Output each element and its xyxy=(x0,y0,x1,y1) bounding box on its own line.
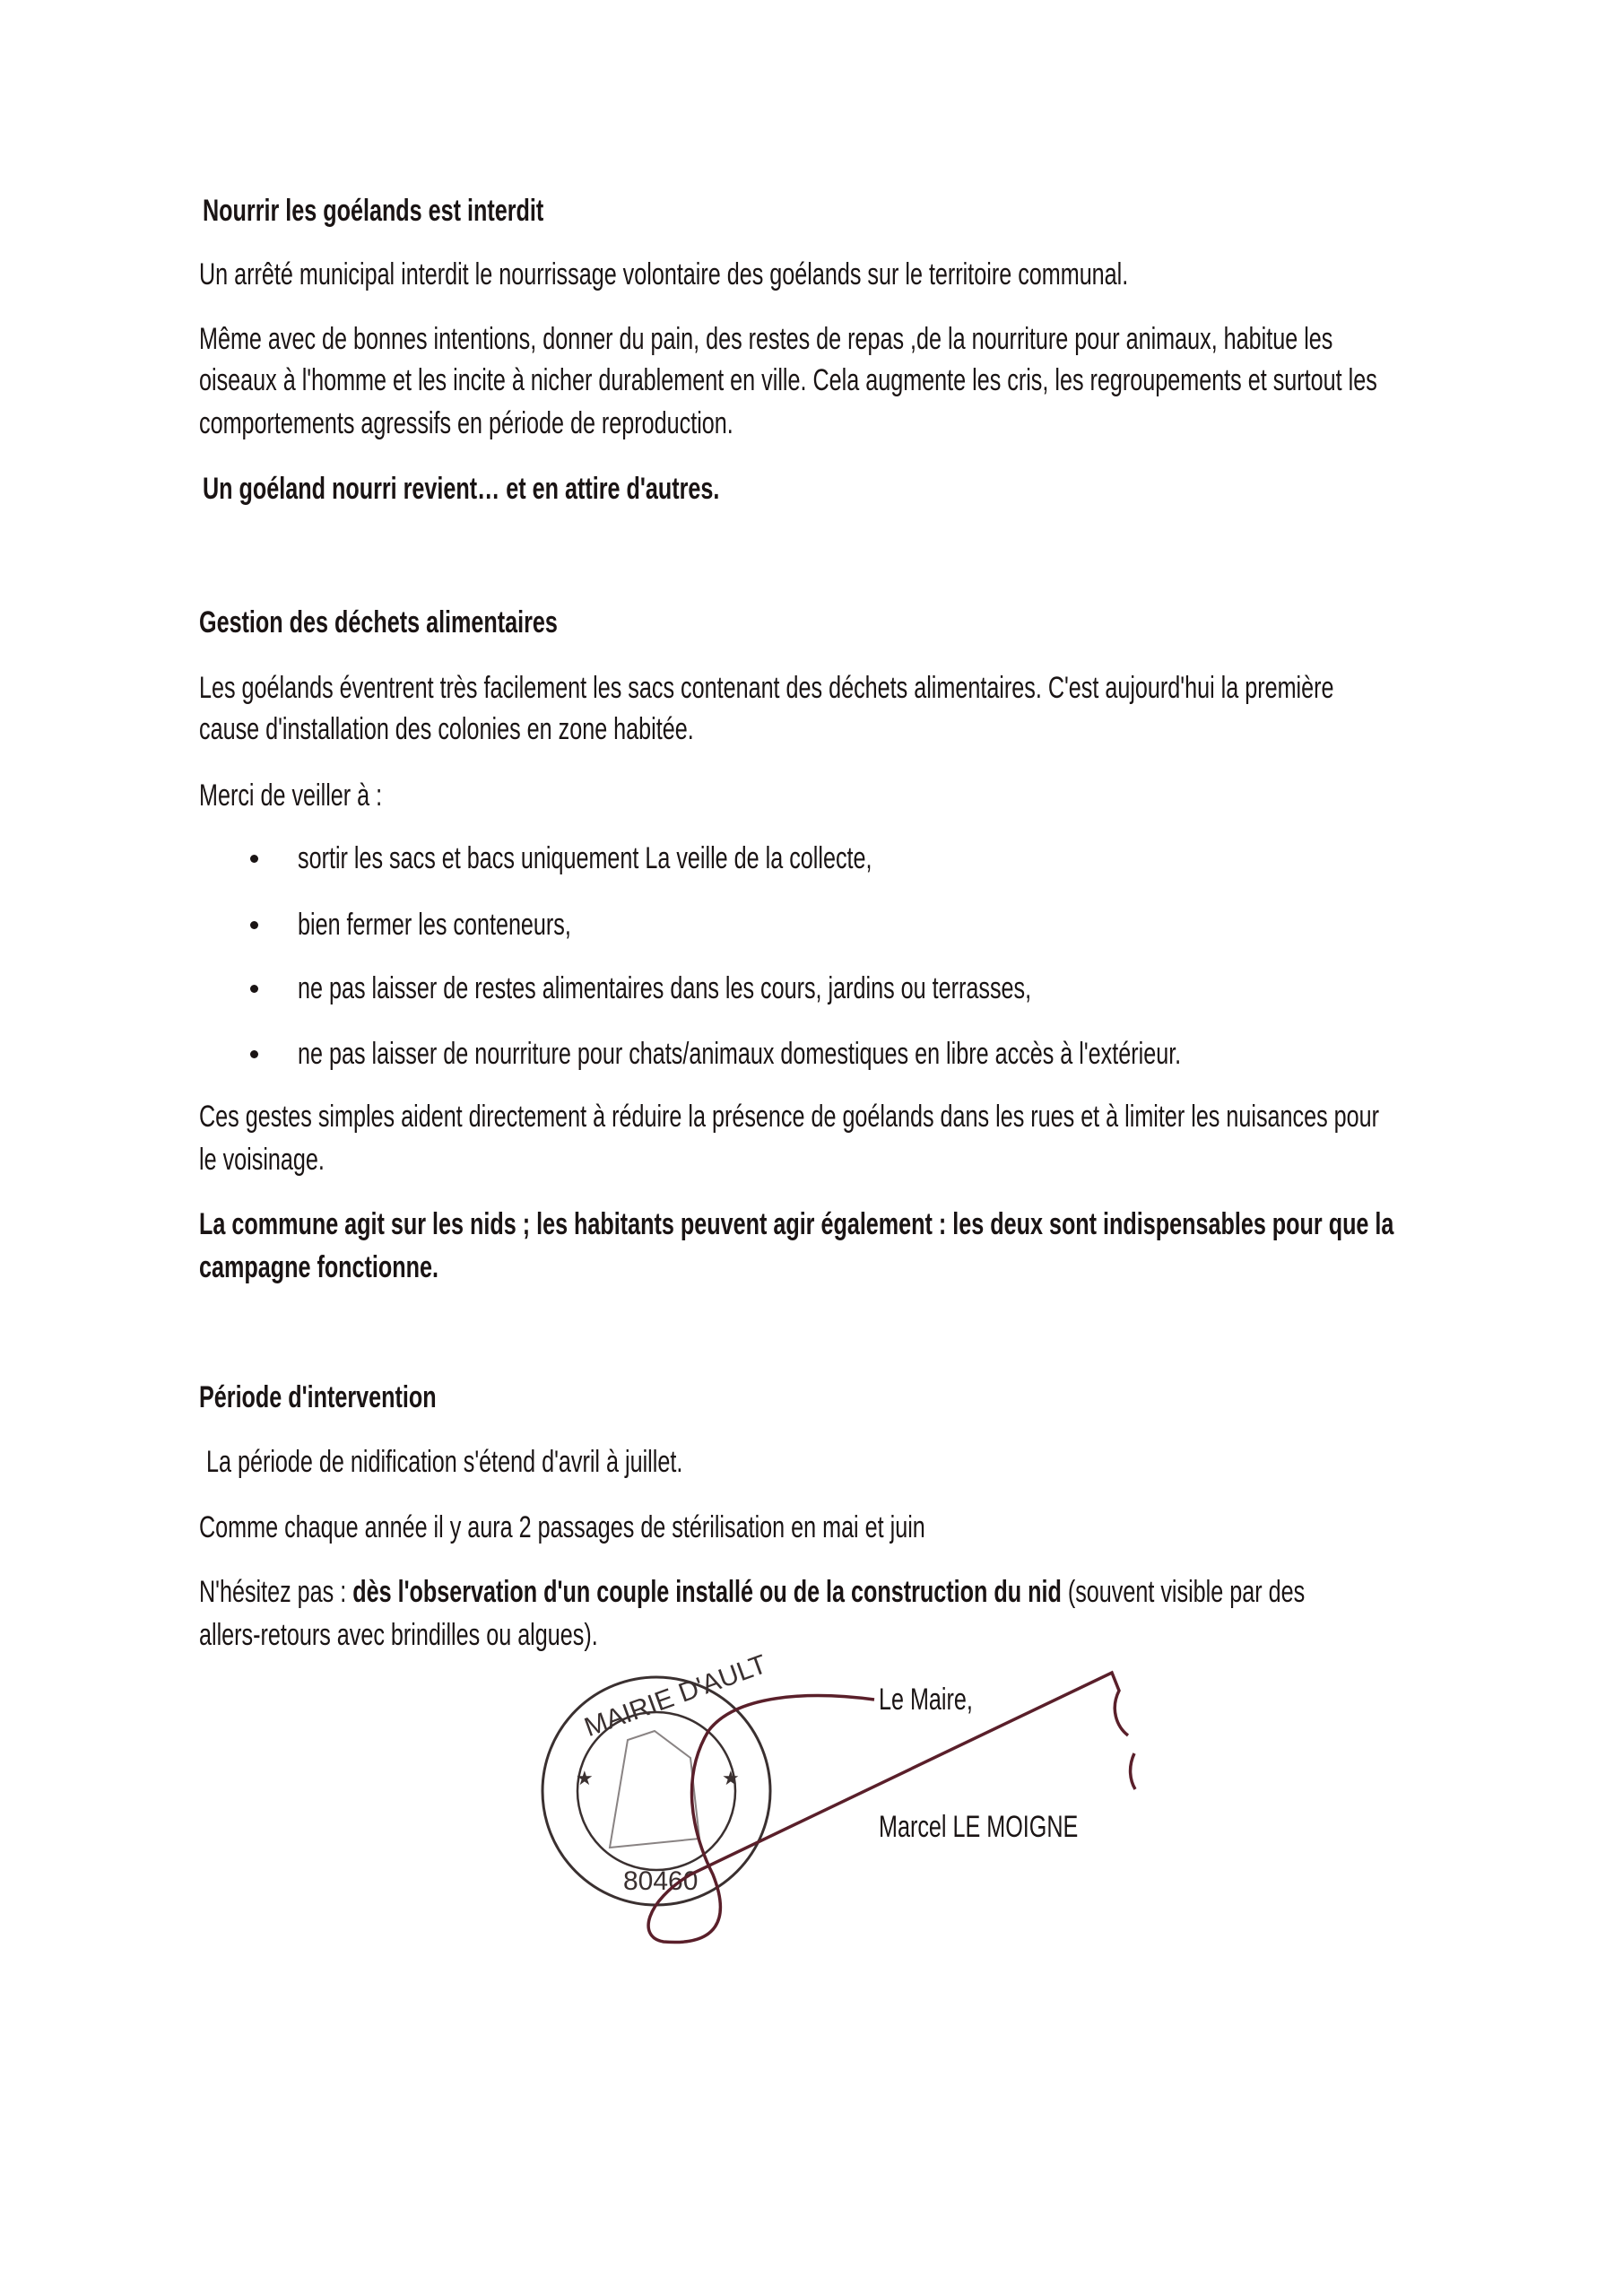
stamp-text: MAIRIE D'AULT xyxy=(580,1649,771,1744)
list-item: ne pas laisser de restes alimentaires dans les cours, jardins ou terrasses, xyxy=(298,971,1032,1005)
list-item: sortir les sacs et bacs uniquement La veille de la collecte, xyxy=(298,841,872,875)
svg-text:★: ★ xyxy=(722,1767,740,1789)
mairie-stamp xyxy=(542,1649,770,1905)
heading-feeding-ban: Nourrir les goélands est interdit xyxy=(203,194,544,228)
paragraph-passes: Comme chaque année il y aura 2 passages de stérilisation en mai et juin xyxy=(199,1510,925,1544)
signature-name: Marcel LE MOIGNE xyxy=(879,1810,1079,1844)
paragraph-line: oiseaux à l'homme et les incite à nicher durablement en ville. Cela augmente les cris, les regroupements et surtout les xyxy=(199,363,1377,397)
text: N'hésitez pas : xyxy=(199,1575,353,1609)
signature-title: Le Maire, xyxy=(879,1683,973,1717)
list-item: bien fermer les conteneurs, xyxy=(298,908,571,942)
paragraph-decree: Un arrêté municipal interdit le nourrissage volontaire des goélands sur le territoire communal. xyxy=(199,257,1129,291)
handwritten-signature xyxy=(648,1673,1135,1943)
paragraph-line: comportements agressifs en période de reproduction. xyxy=(199,406,733,440)
paragraph-line: le voisinage. xyxy=(199,1143,325,1177)
text: (souvent visible par des xyxy=(1061,1575,1306,1609)
bold-text: dès l'observation d'un couple installé ou de la construction du nid xyxy=(352,1575,1062,1609)
stamp-code: 80460 xyxy=(623,1866,699,1896)
paragraph-line: Les goélands éventrent très facilement les sacs contenant des déchets alimentaires. C'est aujourd'hui la première xyxy=(199,671,1334,705)
paragraph-line: cause d'installation des colonies en zone habitée. xyxy=(199,712,694,746)
emphasis-statement: Un goéland nourri revient… et en attire d'autres. xyxy=(203,472,720,506)
svg-text:★: ★ xyxy=(576,1767,594,1789)
paragraph-line: Même avec de bonnes intentions, donner du pain, des restes de repas ,de la nourriture pour animaux, habitue les xyxy=(199,322,1333,356)
paragraph-line: Ces gestes simples aident directement à réduire la présence de goélands dans les rues et à limiter les nuisances pour xyxy=(199,1100,1380,1134)
paragraph-line: allers-retours avec brindilles ou algues). xyxy=(199,1618,598,1652)
emphasis-line: campagne fonctionne. xyxy=(199,1250,439,1284)
list-item: ne pas laisser de nourriture pour chats/animaux domestiques en libre accès à l'extérieur. xyxy=(298,1037,1182,1071)
paragraph-nesting: La période de nidification s'étend d'avril à juillet. xyxy=(206,1445,683,1479)
list-intro: Merci de veiller à : xyxy=(199,778,383,813)
heading-waste-management: Gestion des déchets alimentaires xyxy=(199,605,558,639)
heading-intervention-period: Période d'intervention xyxy=(199,1380,437,1414)
emphasis-line: La commune agit sur les nids ; les habitants peuvent agir également : les deux sont indispensables pour que la xyxy=(199,1207,1394,1241)
